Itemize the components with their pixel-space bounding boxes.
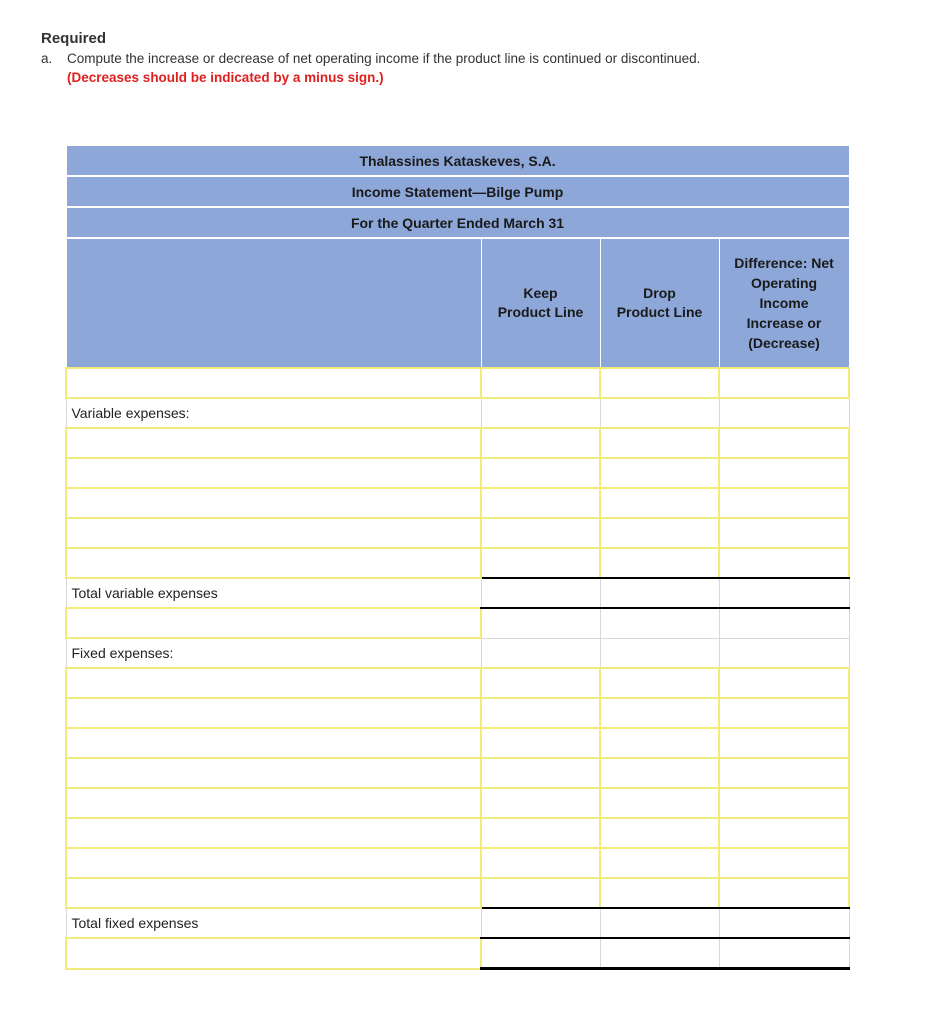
variable-expense-keep-input[interactable] — [482, 549, 599, 577]
fixed-expense-drop-input[interactable] — [601, 669, 718, 697]
total-variable-diff-cell — [719, 578, 849, 608]
fixed-expense-label-input[interactable] — [67, 849, 480, 877]
fixed-expense-label-cell[interactable] — [66, 728, 481, 758]
variable-expense-diff-input[interactable] — [720, 459, 848, 487]
empty-cell — [481, 398, 600, 428]
contribution-margin-label-cell[interactable] — [66, 608, 481, 638]
variable-expense-drop-cell[interactable] — [600, 488, 719, 518]
sales-drop-cell[interactable] — [600, 368, 719, 398]
fixed-expense-keep-input[interactable] — [482, 669, 599, 697]
fixed-expense-drop-input[interactable] — [601, 849, 718, 877]
variable-expense-keep-input[interactable] — [482, 459, 599, 487]
fixed-expense-diff-input[interactable] — [720, 669, 848, 697]
variable-expense-keep-input[interactable] — [482, 489, 599, 517]
table-row — [66, 518, 849, 548]
fixed-expense-keep-cell[interactable] — [481, 668, 600, 698]
total-fixed-diff-cell — [719, 908, 849, 938]
fixed-expense-diff-cell[interactable] — [719, 848, 849, 878]
fixed-expense-diff-input[interactable] — [720, 699, 848, 727]
contribution-margin-keep-cell — [481, 608, 600, 638]
variable-expense-diff-input[interactable] — [720, 519, 848, 547]
sales-keep-cell[interactable] — [481, 368, 600, 398]
company-name: Thalassines Kataskeves, S.A. — [66, 146, 849, 177]
table-row — [66, 788, 849, 818]
fixed-expense-keep-input[interactable] — [482, 819, 599, 847]
table-row — [66, 548, 849, 578]
required-heading: Required — [41, 30, 107, 47]
fixed-expense-label-input[interactable] — [67, 729, 480, 757]
fixed-expense-label-input[interactable] — [67, 669, 480, 697]
fixed-expense-drop-cell[interactable] — [600, 668, 719, 698]
fixed-expense-label-cell[interactable] — [66, 848, 481, 878]
sales-drop-input[interactable] — [601, 369, 718, 397]
difference-header — [719, 238, 849, 368]
table-row — [66, 728, 849, 758]
variable-expense-diff-cell[interactable] — [719, 458, 849, 488]
total-variable-keep-cell — [481, 578, 600, 608]
fixed-expense-label-cell[interactable] — [66, 668, 481, 698]
fixed-expense-diff-cell[interactable] — [719, 788, 849, 818]
fixed-expense-label-cell[interactable] — [66, 788, 481, 818]
fixed-expense-diff-input[interactable] — [720, 759, 848, 787]
table-row — [66, 698, 849, 728]
table-row — [66, 758, 849, 788]
diff-header-line2: Operating — [750, 275, 818, 291]
variable-expenses-label: Variable expenses: — [66, 398, 481, 428]
contribution-margin-diff-cell — [719, 608, 849, 638]
fixed-expense-keep-cell[interactable] — [481, 788, 600, 818]
part-a-label: a. — [41, 51, 53, 66]
part-a-text: Compute the increase or decrease of net operating income if the product line is continued or discontinued. — [67, 51, 701, 66]
contribution-margin-drop-cell — [600, 608, 719, 638]
fixed-expense-keep-input[interactable] — [482, 879, 599, 907]
fixed-expense-keep-input[interactable] — [482, 789, 599, 817]
drop-header-line2: Product Line — [616, 304, 703, 320]
diff-header-line1: Difference: Net — [734, 255, 834, 271]
fixed-expense-diff-input[interactable] — [720, 789, 848, 817]
label-column-header — [66, 238, 481, 368]
fixed-expense-keep-input[interactable] — [482, 729, 599, 757]
variable-expense-drop-input[interactable] — [601, 519, 718, 547]
fixed-expense-diff-input[interactable] — [720, 819, 848, 847]
contribution-margin-label-input[interactable] — [67, 609, 480, 637]
fixed-expense-keep-cell[interactable] — [481, 758, 600, 788]
fixed-expense-drop-input[interactable] — [601, 759, 718, 787]
table-row — [66, 608, 849, 638]
variable-expense-drop-input[interactable] — [601, 429, 718, 457]
total-fixed-drop-cell — [600, 908, 719, 938]
net-operating-income-label-input[interactable] — [67, 939, 480, 968]
fixed-expense-label-input[interactable] — [67, 759, 480, 787]
fixed-expense-label-cell[interactable] — [66, 758, 481, 788]
total-variable-expenses-label: Total variable expenses — [66, 578, 481, 608]
sales-label-input-cell[interactable] — [66, 368, 481, 398]
fixed-expense-label-input[interactable] — [67, 789, 480, 817]
table-row — [66, 848, 849, 878]
table-row — [66, 458, 849, 488]
variable-expense-label-input[interactable] — [67, 549, 480, 577]
fixed-expense-diff-cell[interactable] — [719, 668, 849, 698]
keep-product-line-header — [481, 238, 600, 368]
fixed-expense-label-input[interactable] — [67, 879, 480, 907]
fixed-expense-diff-input[interactable] — [720, 849, 848, 877]
empty-cell — [600, 398, 719, 428]
fixed-expense-drop-input[interactable] — [601, 819, 718, 847]
fixed-expense-keep-input[interactable] — [482, 699, 599, 727]
fixed-expense-keep-cell[interactable] — [481, 878, 600, 908]
fixed-expense-drop-input[interactable] — [601, 879, 718, 907]
fixed-expense-label-input[interactable] — [67, 819, 480, 847]
table-row — [66, 818, 849, 848]
fixed-expense-diff-cell[interactable] — [719, 818, 849, 848]
empty-cell — [600, 638, 719, 668]
fixed-expense-label-input[interactable] — [67, 699, 480, 727]
variable-expense-drop-cell[interactable] — [600, 458, 719, 488]
table-row — [66, 428, 849, 458]
variable-expense-label-cell[interactable] — [66, 488, 481, 518]
empty-cell — [481, 638, 600, 668]
fixed-expense-drop-cell[interactable] — [600, 848, 719, 878]
net-operating-income-diff-cell — [719, 938, 849, 969]
income-statement-table — [65, 145, 850, 970]
statement-period: For the Quarter Ended March 31 — [66, 207, 849, 238]
keep-header-line1: Keep — [523, 285, 558, 301]
fixed-expense-label-cell[interactable] — [66, 698, 481, 728]
fixed-expense-drop-input[interactable] — [601, 789, 718, 817]
variable-expense-keep-input[interactable] — [482, 429, 599, 457]
fixed-expense-drop-input[interactable] — [601, 729, 718, 757]
fixed-expense-drop-cell[interactable] — [600, 698, 719, 728]
variable-expense-diff-input[interactable] — [720, 549, 848, 577]
sales-label-input[interactable] — [67, 369, 480, 397]
total-fixed-keep-cell — [481, 908, 600, 938]
part-a-instruction — [41, 51, 700, 66]
fixed-expense-keep-input[interactable] — [482, 759, 599, 787]
variable-expense-drop-input[interactable] — [601, 489, 718, 517]
variable-expense-keep-cell[interactable] — [481, 458, 600, 488]
table-row — [66, 578, 849, 608]
fixed-expense-keep-cell[interactable] — [481, 728, 600, 758]
variable-expense-label-cell[interactable] — [66, 548, 481, 578]
sales-diff-cell[interactable] — [719, 368, 849, 398]
fixed-expense-diff-input[interactable] — [720, 879, 848, 907]
table-row — [66, 488, 849, 518]
fixed-expense-diff-cell[interactable] — [719, 728, 849, 758]
drop-product-line-header — [600, 238, 719, 368]
variable-expense-keep-cell[interactable] — [481, 488, 600, 518]
fixed-expense-drop-cell[interactable] — [600, 878, 719, 908]
diff-header-line3: Income — [759, 295, 809, 311]
fixed-expense-keep-cell[interactable] — [481, 818, 600, 848]
variable-expense-diff-input[interactable] — [720, 489, 848, 517]
fixed-expenses-label: Fixed expenses: — [66, 638, 481, 668]
empty-cell — [719, 398, 849, 428]
total-fixed-expenses-label: Total fixed expenses — [66, 908, 481, 938]
fixed-expense-drop-input[interactable] — [601, 699, 718, 727]
fixed-expense-label-cell[interactable] — [66, 878, 481, 908]
variable-expense-drop-input[interactable] — [601, 549, 718, 577]
fixed-expense-keep-cell[interactable] — [481, 698, 600, 728]
fixed-expense-diff-cell[interactable] — [719, 698, 849, 728]
variable-expense-drop-input[interactable] — [601, 459, 718, 487]
statement-title: Income Statement—Bilge Pump — [66, 176, 849, 207]
variable-expense-label-input[interactable] — [67, 429, 480, 457]
fixed-expense-label-cell[interactable] — [66, 818, 481, 848]
variable-expense-label-input[interactable] — [67, 459, 480, 487]
variable-expense-diff-input[interactable] — [720, 429, 848, 457]
table-row — [66, 938, 849, 969]
fixed-expense-drop-cell[interactable] — [600, 758, 719, 788]
fixed-expense-keep-cell[interactable] — [481, 848, 600, 878]
variable-expense-drop-cell[interactable] — [600, 428, 719, 458]
sales-keep-input[interactable] — [482, 369, 599, 397]
fixed-expense-diff-input[interactable] — [720, 729, 848, 757]
table-row — [66, 368, 849, 398]
net-operating-income-label-cell[interactable] — [66, 938, 481, 969]
table-row — [66, 398, 849, 428]
variable-expense-label-cell[interactable] — [66, 428, 481, 458]
variable-expense-diff-cell[interactable] — [719, 488, 849, 518]
variable-expense-label-cell[interactable] — [66, 518, 481, 548]
net-operating-income-drop-cell — [600, 938, 719, 969]
fixed-expense-drop-cell[interactable] — [600, 788, 719, 818]
fixed-expense-keep-input[interactable] — [482, 849, 599, 877]
diff-header-line4: Increase or — [746, 315, 822, 331]
table-row — [66, 908, 849, 938]
diff-header-line5: (Decrease) — [748, 335, 820, 351]
fixed-expense-diff-cell[interactable] — [719, 758, 849, 788]
variable-expense-label-input[interactable] — [67, 519, 480, 547]
variable-expense-keep-cell[interactable] — [481, 518, 600, 548]
drop-header-line1: Drop — [643, 285, 676, 301]
variable-expense-keep-input[interactable] — [482, 519, 599, 547]
variable-expense-diff-cell[interactable] — [719, 548, 849, 578]
variable-expense-drop-cell[interactable] — [600, 548, 719, 578]
empty-cell — [719, 638, 849, 668]
variable-expense-label-input[interactable] — [67, 489, 480, 517]
table-row — [66, 638, 849, 668]
table-row — [66, 668, 849, 698]
total-variable-drop-cell — [600, 578, 719, 608]
sales-diff-input[interactable] — [720, 369, 848, 397]
variable-expense-label-cell[interactable] — [66, 458, 481, 488]
net-operating-income-keep-cell — [481, 938, 600, 969]
fixed-expense-drop-cell[interactable] — [600, 818, 719, 848]
variable-expense-keep-cell[interactable] — [481, 548, 600, 578]
variable-expense-keep-cell[interactable] — [481, 428, 600, 458]
keep-header-line2: Product Line — [497, 304, 584, 320]
variable-expense-diff-cell[interactable] — [719, 428, 849, 458]
fixed-expense-drop-cell[interactable] — [600, 728, 719, 758]
fixed-expense-diff-cell[interactable] — [719, 878, 849, 908]
table-row — [66, 878, 849, 908]
variable-expense-diff-cell[interactable] — [719, 518, 849, 548]
variable-expense-drop-cell[interactable] — [600, 518, 719, 548]
minus-sign-note: (Decreases should be indicated by a minus sign.) — [67, 70, 384, 85]
